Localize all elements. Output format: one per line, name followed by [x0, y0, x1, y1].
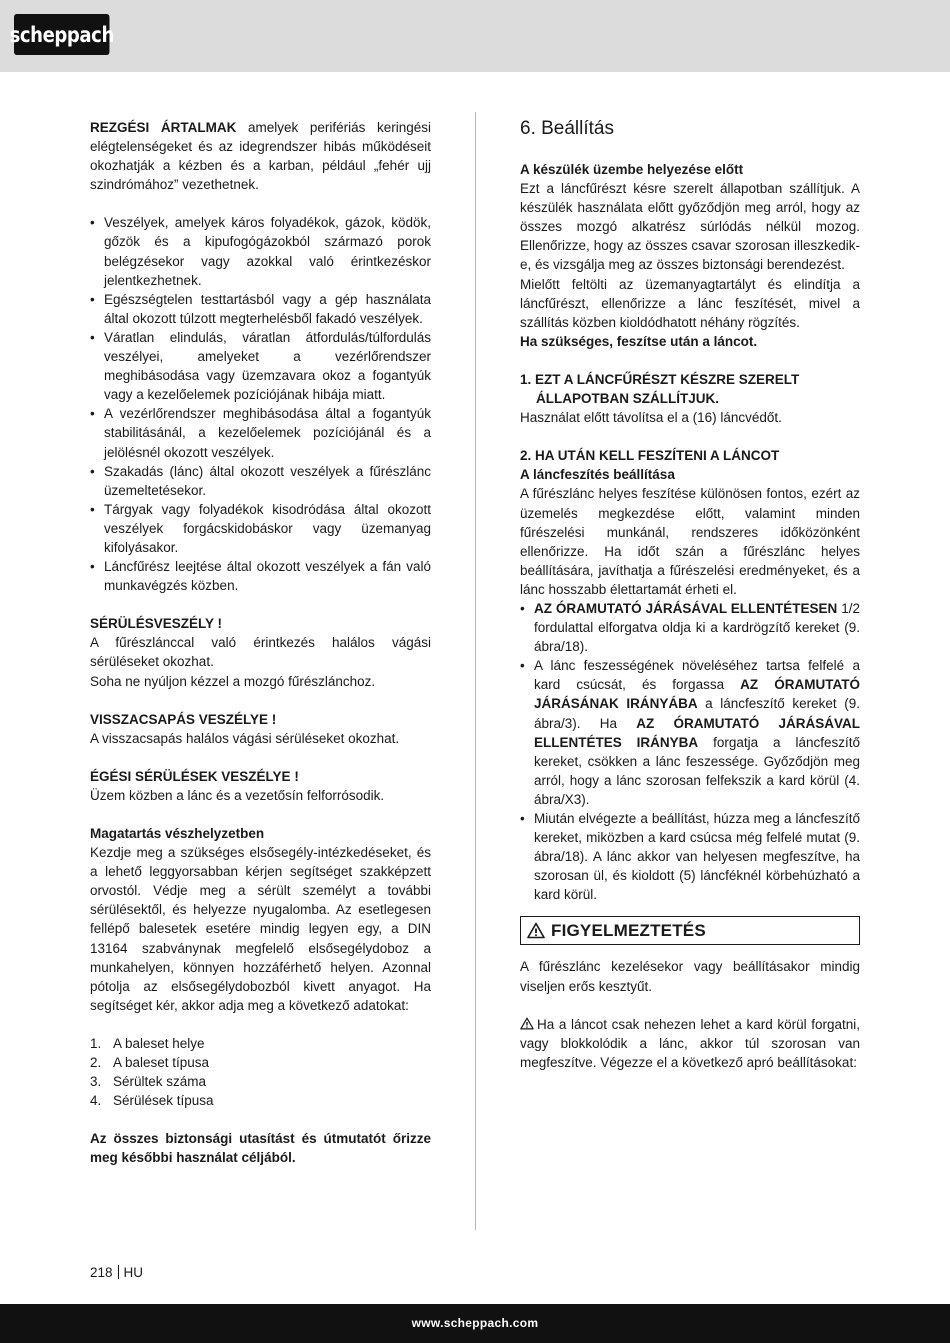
- page-number-separator: [118, 1265, 119, 1279]
- list-item: • Miután elvégezte a beállítást, húzza meg a láncfeszítő kereket, miközben a kard csúcsa még felfelé mutat (9. ábra/18). A lánc akkor van helyesen megfeszítve, ha szorosan ül, és kioldott (5) láncféknél körbehúzható a kard körül.: [520, 809, 860, 904]
- emergency-text: Kezdje meg a szükséges elsősegély-intézkedéseket, és a lehető leggyorsabban kérjen segítséget szakképzett orvostól. Védje meg a sérült személyt a további sérülésektől, és helyezze nyugalomba. Az esetlegesen fellépő balesetek esetére mindig legyen egy, a DIN 13164 szabványnak megfelelő elsősegélydoboz a munkahelyen, könnyen hozzáférhető helyen. Azonnal pótolja az elsősegélydobozból kivett anyagot. Ha segítséget kér, akkor adja meg a következő adatokat:: [90, 845, 431, 1013]
- step2-text: A fűrészlánc helyes feszítése különösen fontos, ezért az üzemelés megkezdése előtt, valamint minden fűrészelési munkánál, rendszeres időközönként ellenőrizze. Ha időt szán a fűrészlánc helyes beállítására, javíthatja a fűrészelési eredményeket, és a lánc hosszabb élettartamát érheti el.: [520, 486, 860, 597]
- warning-text: A fűrészlánc kezelésekor vagy beállításakor mindig viseljen erős kesztyűt.: [520, 959, 860, 994]
- injury-heading: SÉRÜLÉSVESZÉLY !: [90, 616, 223, 632]
- emergency-heading: Magatartás vészhelyzetben: [90, 826, 265, 841]
- list-item: [90, 1034, 431, 1053]
- list-item: • Szakadás (lánc) által okozott veszélyek a fűrészlánc üzemeltetésekor.: [90, 462, 431, 500]
- tight-chain-note: [520, 1015, 860, 1072]
- step2-heading: 2. HA UTÁN KELL FESZÍTENI A LÁNCOT: [520, 448, 780, 464]
- list-item: • Tárgyak vagy folyadékok kisodródása által okozott veszélyek forgácskidobáskor vagy üzemanyag kifolyásakor.: [90, 500, 431, 557]
- closing-note: Az összes biztonsági utasítást és útmutatót őrizze meg későbbi használat céljából.: [90, 1131, 431, 1166]
- list-number: 3.: [90, 1074, 102, 1090]
- footer-band: [0, 1304, 950, 1343]
- step1-heading: 1. EZT A LÁNCFŰRÉSZT KÉSZRE SZERELT ÁLLAPOTBAN SZÁLLÍTJUK.: [520, 371, 800, 407]
- footer-url: www.scheppach.com: [411, 1316, 539, 1330]
- warning-box: [520, 916, 860, 945]
- header-band: [0, 0, 950, 72]
- tight-chain-text: Ha a láncot csak nehezen lehet a kard körül forgatni, vagy blokkolódik a lánc, akkor túl szorosan van megfeszítve. Végezze el a következő apró beállításokat:: [520, 1016, 860, 1070]
- list-bold: AZ ÓRAMUTATÓ JÁRÁSÁVAL ELLENTÉTES IRÁNYBA: [534, 715, 860, 750]
- list-item: [90, 1053, 431, 1072]
- warning-triangle-icon: [527, 922, 545, 939]
- step1-text: Használat előtt távolítsa el a (16) láncvédőt.: [520, 410, 782, 426]
- list-text: Sérültek száma: [113, 1074, 207, 1090]
- warning-title: FIGYELMEZTETÉS: [551, 921, 706, 941]
- list-number: 1.: [90, 1035, 102, 1051]
- startup-bold-note: Ha szükséges, feszítse után a láncot.: [520, 333, 758, 349]
- list-item: • A vezérlőrendszer meghibásodása által a fogantyúk stabilitásánál, a kezelőelemek pozíciójánál és a jelölésnél okozott veszélyek.: [90, 404, 431, 461]
- list-item: [90, 1091, 431, 1110]
- list-text: forgatja a láncfeszítő kereket, csökken a lánc feszessége. Győződjön meg arról, hogy a lánc szorosan felfekszik a kard körül (4. ábra/X3).: [534, 734, 861, 807]
- brand-logo: scheppach: [14, 14, 109, 55]
- list-number: 4.: [90, 1093, 102, 1109]
- tension-steps-list: [520, 599, 860, 905]
- list-item: • Egészségtelen testtartásból vagy a gép használata által okozott túlzott megterhelésből fakadó veszélyek.: [90, 290, 431, 328]
- list-text: 1/2 fordulattal elforgatva oldja ki a kardrögzítő kereket (9. ábra/18).: [534, 600, 860, 655]
- left-column: [90, 118, 431, 1168]
- report-list: [90, 1034, 431, 1110]
- page-number-value: 218: [90, 1265, 113, 1280]
- kickback-text: A visszacsapás halálos vágási sérüléseket okozhat.: [90, 730, 400, 746]
- vibration-heading: REZGÉSI ÁRTALMAK: [90, 120, 237, 135]
- list-number: 2.: [90, 1055, 102, 1071]
- vibration-paragraph: [90, 118, 431, 194]
- warning-triangle-icon: [520, 1017, 534, 1030]
- burn-text: Üzem közben a lánc és a vezetősín felforrósodik.: [90, 787, 385, 803]
- kickback-heading: VISSZACSAPÁS VESZÉLYE !: [90, 711, 277, 727]
- list-text: A lánc feszességének növeléséhez tartsa felfelé a kard csúcsát, és forgassa: [534, 658, 860, 693]
- page-number: [90, 1265, 143, 1280]
- page-language: HU: [123, 1265, 144, 1280]
- hazard-list: [90, 213, 431, 595]
- step2-subheading: A láncfeszítés beállítása: [520, 467, 675, 483]
- startup-text-2: Mielőtt feltölti az üzemanyagtartályt és elindítja a láncfűrészt, ellenőrizze a lánc feszítését, mivel a szállítás közben kioldódhatott néhány rögzítés.: [520, 276, 860, 330]
- list-item: • Váratlan elindulás, váratlan átfordulás/túlfordulás veszélyei, amelyeket a vezérlőrendszer meghibásodása vagy üzemzavara okoz a fogantyúk vagy a kezelőelemek pozíciójának hibája miatt.: [90, 328, 431, 404]
- list-text: A baleset típusa: [113, 1055, 210, 1071]
- startup-text: Ezt a láncfűrészt késre szerelt állapotban szállítjuk. A készülék használata előtt győződjön meg arról, hogy az összes mozgó alkatrész súrlódás nélkül mozog. Ellenőrizze, hogy az összes csavar szorosan illeszkedik-e, és vizsgálja meg az összes biztonsági berendezést.: [520, 181, 860, 273]
- list-bold: AZ ÓRAMUTATÓ JÁRÁSÁVAL ELLENTÉTESEN: [534, 600, 838, 616]
- list-bold: AZ ÓRAMUTATÓ JÁRÁSÁNAK IRÁNYÁBA: [534, 677, 860, 712]
- list-item: • Veszélyek, amelyek káros folyadékok, gázok, ködök, gőzök és a kipufogógázokból származó porok belégzésekor vagy azokkal való érintkezéskor jelentkezhetnek.: [90, 213, 431, 289]
- injury-text-2: Soha ne nyúljon kézzel a mozgó fűrészlánchoz.: [90, 673, 376, 689]
- column-divider: [475, 112, 476, 1230]
- burn-heading: ÉGÉSI SÉRÜLÉSEK VESZÉLYE !: [90, 768, 299, 784]
- vibration-text: amelyek perifériás keringési elégtelenségeket és az idegrendszer hibás működéseit okozhatják a kézben és a karban, például „fehér ujj szindrómához” vezethetnek.: [90, 120, 431, 193]
- list-item: [90, 1072, 431, 1091]
- startup-heading: A készülék üzembe helyezése előtt: [520, 162, 744, 177]
- list-item: [520, 656, 860, 809]
- list-text: a láncfeszítő kereket (9. ábra/3). Ha: [534, 696, 860, 731]
- list-item: [520, 599, 860, 656]
- injury-text: A fűrészlánccal való érintkezés halálos vágási sérüléseket okozhat.: [90, 635, 431, 670]
- section-title: 6. Beállítás: [520, 118, 614, 139]
- list-text: Sérülések típusa: [113, 1093, 214, 1109]
- list-text: A baleset helye: [113, 1035, 205, 1051]
- right-column: [520, 118, 860, 1072]
- list-item: • Láncfűrész leejtése által okozott veszélyek a fán való munkavégzés közben.: [90, 557, 431, 595]
